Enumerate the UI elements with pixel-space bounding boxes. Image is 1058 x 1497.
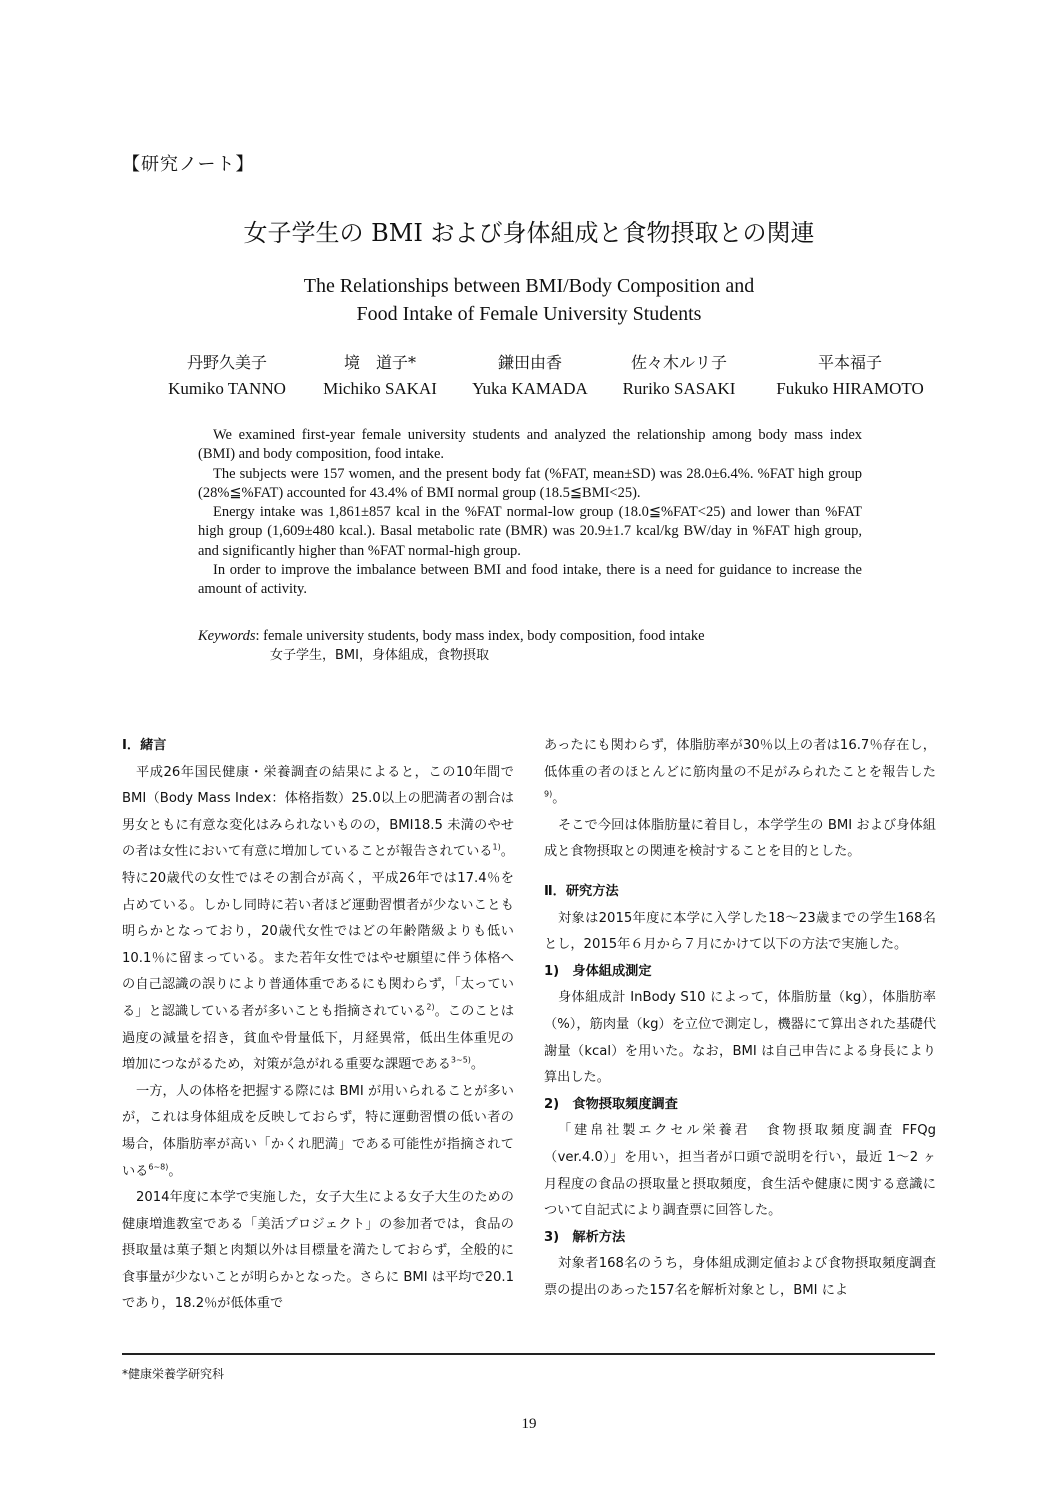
citation-ref: 9) [544,789,553,799]
author-1 [162,350,292,402]
affiliation-footnote: *健康栄養学研究科 [122,1367,225,1381]
author-name-en: Kumiko TANNO [168,379,286,398]
body-paragraph: 「建帛社製エクセル栄養君 食物摂取頻度調査 FFQg（ver.4.0）」を用い，担当者が口頭で説明を行い，最近 1～2 ヶ月程度の食品の摂取量と摂取頻度，食生活や健康に関する意識について自記式により調査票に回答した。 [544,1123,936,1219]
author-name-en: Ruriko SASAKI [622,379,736,398]
author-4 [608,350,750,402]
body-column-right [544,733,936,1304]
author-name-en: Michiko SAKAI [323,379,437,398]
title-english-line-1: The Relationships between BMI/Body Composition and [303,275,755,297]
section-heading: Ⅰ．緒言 [122,738,167,753]
body-paragraph: 対象は2015年度に本学に入学した18～23歳までの学生168名とし，2015年６月から７月にかけて以下の方法で実施した。 [544,910,936,953]
page-number: 19 [521,1416,537,1432]
author-name-jp: 平本福子 [817,353,882,372]
footer-divider [122,1353,935,1355]
citation-ref: 3~5) [450,1055,471,1065]
keywords [198,626,705,666]
body-paragraph: そこで今回は体脂肪量に着目し，本学学生の BMI および身体組成と食物摂取との関連を検討することを目的とした。 [544,817,936,860]
author-3 [460,350,600,402]
body-column-left [122,733,514,1318]
title-english-line-2: Food Intake of Female University Students [356,303,702,325]
keywords-english: : female university students, body mass index, body composition, food intake [255,628,705,644]
title-english [0,272,1058,328]
author-5 [762,350,938,402]
body-paragraph: 2014年度に本学で実施した，女子大生による女子大生のための健康増進教室である「美活プロジェクト」の参加者では，食品の摂取量は菓子類と肉類以外は目標量を満たしておらず，全般的に食事量が少ないことが明らかとなった。さらに BMI は平均で20.1であり，18.2％が低体重で [122,1190,514,1312]
article-type-label: 【研究ノート】 [122,154,255,175]
subsection-heading: 3) 解析方法 [544,1229,626,1245]
keywords-japanese: 女子学生，BMI，身体組成，食物摂取 [270,648,489,663]
citation-ref: 6~8) [148,1162,169,1172]
abstract [198,426,862,600]
body-paragraph: 一方，人の体格を把握する際には BMI が用いられることが多いが，これは身体組成を反映しておらず，特に運動習慣の低い者の場合，体脂肪率が高い「かくれ肥満」である可能性が指摘されている$^{6\sim 8)}$。 [122,1083,514,1179]
body-paragraph: 平成26年国民健康・栄養調査の結果によると，この10年間で BMI（Body Mass Index：体格指数）25.0以上の肥満者の割合は男女ともに有意な変化はみられないものの，BMI18.5 未満のやせの者は女性において有意に増加していることが報告されている$^{1)}$。特に20歳代の女性ではその割合が高く，平成26年では17.4％を占めている。しかし同時に若い者ほど運動習慣者が少ないことも明らかとなっており，20歳代女性ではどの年齢階級よりも低い10.1％に留まっている。また若年女性ではやせ願望に伴う体格への自己認識の誤りにより普通体重であるにも関わらず，「太っている」と認識している者が多いことも指摘されている$^{2)}$。このことは過度の減量を招き，貧血や骨量低下，月経異常，低出生体重児の増加につながるため，対策が急がれる重要な課題である$^{3\sim 5)}$。 [122,764,515,1073]
section-heading: Ⅱ．研究方法 [544,883,619,899]
author-name-jp: 境 道子* [343,353,416,372]
subsection-heading: 2) 食物摂取頻度調査 [544,1096,678,1112]
author-name-jp: 鎌田由香 [497,353,562,372]
author-name-jp: 佐々木ルリ子 [630,353,727,372]
author-name-en: Yuka KAMADA [472,379,588,398]
citation-ref: 1) [492,842,501,852]
title-japanese: 女子学生の BMI および身体組成と食物摂取との関連 [243,219,815,247]
abstract-paragraph: We examined first-year female university students and analyzed the relationship among body mass index (BMI) and body composition, food intake. [198,427,862,463]
keywords-label: Keywords [198,628,256,644]
subsection-heading: 1) 身体組成測定 [544,963,652,979]
abstract-paragraph: In order to improve the imbalance between BMI and food intake, there is a need for guidance to increase the amount of activity. [198,562,862,598]
abstract-paragraph: The subjects were 157 women, and the present body fat (%FAT, mean±SD) was 28.0±6.4%. %FAT high group (28%≦%FAT) accounted for 43.4% of BMI normal group (18.5≦BMI<25). [198,465,862,501]
abstract-paragraph: Energy intake was 1,861±857 kcal in the %FAT normal-low group (18.0≦%FAT<25) and lower than %FAT high group (1,609±480 kcal.). Basal metabolic rate (BMR) was 20.9±1.7 kcal/kg BW/day in %FAT high group, and significantly higher than %FAT normal-high group. [198,504,862,559]
body-paragraph: 身体組成計 InBody S10 によって，体脂肪量（kg），体脂肪率（%），筋肉量（kg）を立位で測定し，機器にて算出された基礎代謝量（kcal）を用いた。なお，BMI は自己申告による身長により算出した。 [544,990,936,1086]
body-paragraph: あったにも関わらず，体脂肪率が30％以上の者は16.7％存在し，低体重の者のほとんどに筋肉量の不足がみられたことを報告した$^{9)}$。 [544,738,936,807]
author-name-en: Fukuko HIRAMOTO [776,379,924,398]
author-2 [313,350,447,402]
author-name-jp: 丹野久美子 [186,353,267,372]
body-paragraph: 対象者168名のうち，身体組成測定値および食物摂取頻度調査票の提出のあった157名を解析対象とし，BMI によ [544,1256,936,1298]
citation-ref: 2) [426,1002,435,1012]
